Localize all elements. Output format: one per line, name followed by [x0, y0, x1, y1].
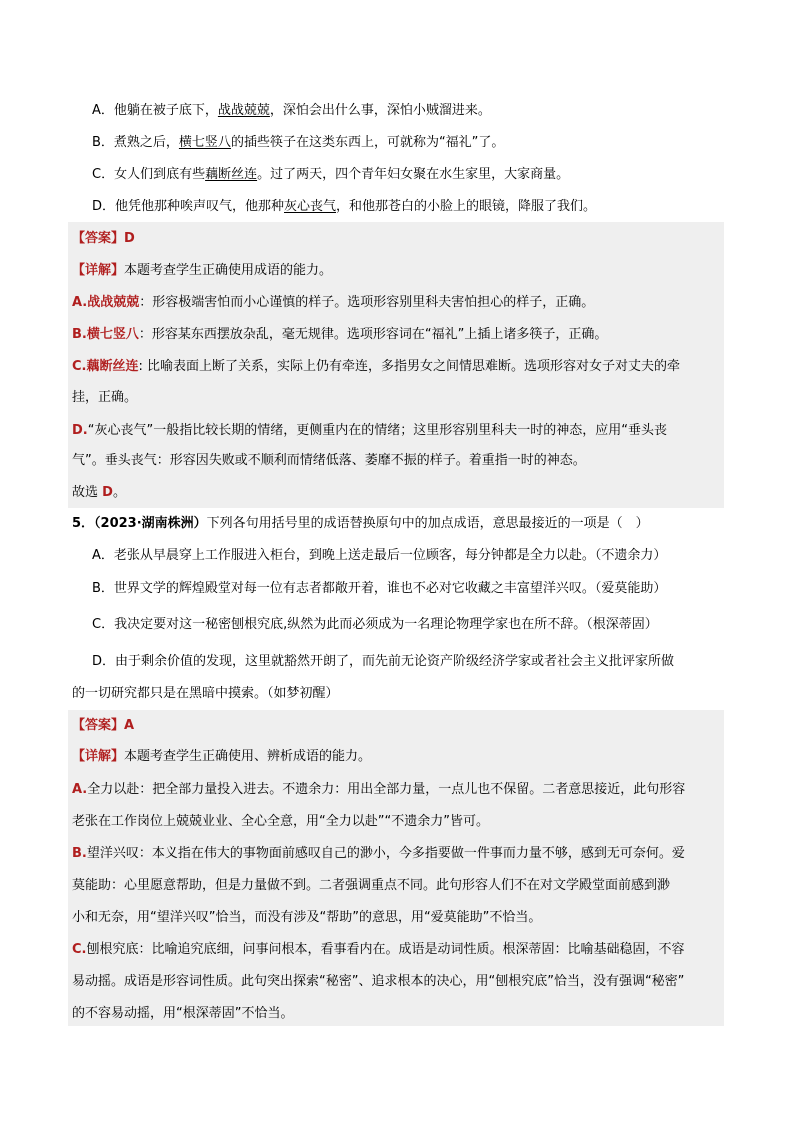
detail-text: ：形容某东西摆放杂乱，毫无规律。选项形容词在“福礼”上插上诸多筷子，正确。 [138, 327, 608, 342]
q4-option-b-idiom: 横七竖八 [178, 135, 231, 150]
detail-text: 刨根究底：比喻追究底细，问事问根本，看事看内在。成语是动词性质。根深蒂固：比喻基础稳固，不容 [86, 942, 685, 957]
detail-text: 气”。垂头丧气：形容因失败或不顺利而情绪低落、萎靡不振的样子。着重指一时的神态。 [72, 453, 586, 468]
detail-term: B. [72, 846, 87, 861]
answer-tag: 【答案】 [72, 231, 125, 246]
detail-text: ：形容极端害怕而小心谨慎的样子。选项形容别里科夫害怕担心的样子，正确。 [139, 295, 595, 310]
detail-text: “灰心丧气”一般指比较长期的情绪，更侧重内在的情绪；这里形容别里科夫一时的神态，应用“垂头丧 [87, 423, 667, 438]
detail-text: 全力以赴：把全部力量投入进去。不遗余力：用出全部力量，一点儿也不保留。二者意思接近，此句形容 [87, 782, 686, 797]
q4-option-b [92, 135, 504, 151]
detail-term: C. [72, 942, 87, 957]
detail-intro: 本题考查学生正确使用成语的能力。 [124, 263, 333, 278]
detail-text: 小和无奈，用“望洋兴叹”恰当，而没有涉及“帮助”的意思，用“爱莫能助”不恰当。 [72, 910, 542, 925]
detail-text: 的不容易动摇，用“根深蒂固”不恰当。 [72, 1006, 294, 1021]
detail-text: 莫能助：心里愿意帮助，但是力量做不到。二者强调重点不同。此句形容人们不在对文学殿堂面前感到渺 [72, 878, 671, 893]
q5-detail-item-a-cont [72, 814, 489, 830]
q5-option-b: B．世界文学的辉煌殿堂对每一位有志者都敞开着，谁也不必对它收藏之丰富望洋兴叹。（爱莫能助） [92, 581, 667, 596]
q4-option-a-post: ，深怕会出什么事，深怕小贼溜进来。 [269, 103, 491, 118]
detail-tag: 【详解】 [72, 749, 125, 764]
conclusion-answer: D [102, 485, 113, 500]
detail-term: B.横七竖八 [72, 327, 139, 342]
q5-detail-item-b-cont2 [72, 910, 541, 926]
answer-value: A [124, 718, 135, 733]
q4-detail-item-d [72, 423, 667, 439]
q5-detail-item-c [72, 942, 685, 958]
q4-detail-item-a [72, 295, 594, 311]
detail-term: C.藕断丝连 [72, 359, 139, 374]
detail-text: 挂，正确。 [72, 390, 138, 405]
q4-option-c-post: 。过了两天，四个青年妇女聚在水生家里，大家商量。 [257, 167, 570, 182]
q5-option-d-cont: 的一切研究都只是在黑暗中摸索。（如梦初醒） [72, 686, 339, 701]
q4-option-c-idiom: 藕断丝连 [205, 167, 258, 182]
q5-stem-text: 下列各句用括号里的成语替换原句中的加点成语，意思最接近的一项是（ ） [206, 516, 649, 531]
q4-option-c-pre: C．女人们到底有些 [92, 167, 206, 182]
q5-detail-item-b [72, 846, 685, 862]
q4-detail-item-b [72, 327, 607, 343]
q5-detail-item-c-cont [72, 974, 684, 990]
q4-option-d-post: ，和他那苍白的小脸上的眼镜，降服了我们。 [336, 199, 597, 214]
q4-option-a [92, 103, 491, 119]
answer-value: D [124, 231, 135, 246]
detail-text: 老张在工作岗位上兢兢业业、全心全意，用“全力以赴”“不遗余力”皆可。 [72, 814, 489, 829]
q5-detail-item-b-cont [72, 878, 670, 894]
answer-tag: 【答案】 [72, 718, 125, 733]
q5-option-d: D．由于剩余价值的发现，这里就豁然开朗了，而先前无论资产阶级经济学家或者社会主义批评家所做 [92, 654, 675, 669]
detail-term: A. [72, 782, 88, 797]
q5-detail [72, 749, 371, 765]
q5-source: （2023·湖南株洲） [94, 516, 207, 531]
detail-tag: 【详解】 [72, 263, 125, 278]
q4-answer [72, 231, 135, 247]
q4-detail-item-c [72, 359, 680, 375]
q4-detail [72, 263, 332, 279]
q4-detail-item-d-cont [72, 453, 586, 469]
q4-option-d [92, 199, 596, 215]
q4-option-b-pre: B．煮熟之后， [92, 135, 179, 150]
q4-detail-item-c-cont [72, 390, 137, 406]
detail-intro: 本题考查学生正确使用、辨析成语的能力。 [124, 749, 372, 764]
q5-option-c: C．我决定要对这一秘密刨根究底,纵然为此而必须成为一名理论物理学家也在所不辞。（根深蒂固） [92, 617, 658, 632]
q4-option-a-pre: A．他躺在被子底下， [92, 103, 218, 118]
detail-term: D. [72, 423, 88, 438]
q4-option-d-pre: D．他凭他那种唉声叹气，他那种 [92, 199, 285, 214]
q5-detail-item-c-cont2 [72, 1006, 293, 1022]
q5-answer [72, 718, 134, 734]
detail-text: 易动摇。成语是形容词性质。此句突出探索“秘密”、追求根本的决心，用“刨根究底”恰当，没有强调“秘密” [72, 974, 685, 989]
q4-conclusion [72, 485, 126, 501]
q5-detail-item-a [72, 782, 685, 798]
q4-option-d-idiom: 灰心丧气 [284, 199, 337, 214]
conclusion-pre: 故选 [72, 485, 103, 500]
q5-option-a: A．老张从早晨穿上工作服进入柜台，到晚上送走最后一位顾客，每分钟都是全力以赴。（不遗余力） [92, 548, 667, 563]
q4-option-c [92, 167, 569, 183]
q4-option-a-idiom: 战战兢兢 [217, 103, 270, 118]
detail-text: 望洋兴叹：本义指在伟大的事物面前感叹自己的渺小，今多指要做一件事而力量不够，感到无可奈何。爱 [86, 846, 685, 861]
detail-term: A.战战兢兢 [72, 295, 140, 310]
q4-option-b-post: 的插些筷子在这类东西上，可就称为“福礼”了。 [230, 135, 505, 150]
detail-text: : 比喻表面上断了关系，实际上仍有牵连，多指男女之间情思难断。选项形容对女子对丈夫的牵 [138, 359, 680, 374]
q5-stem [72, 516, 649, 532]
conclusion-post: 。 [112, 485, 126, 500]
q5-number: 5． [72, 516, 95, 531]
